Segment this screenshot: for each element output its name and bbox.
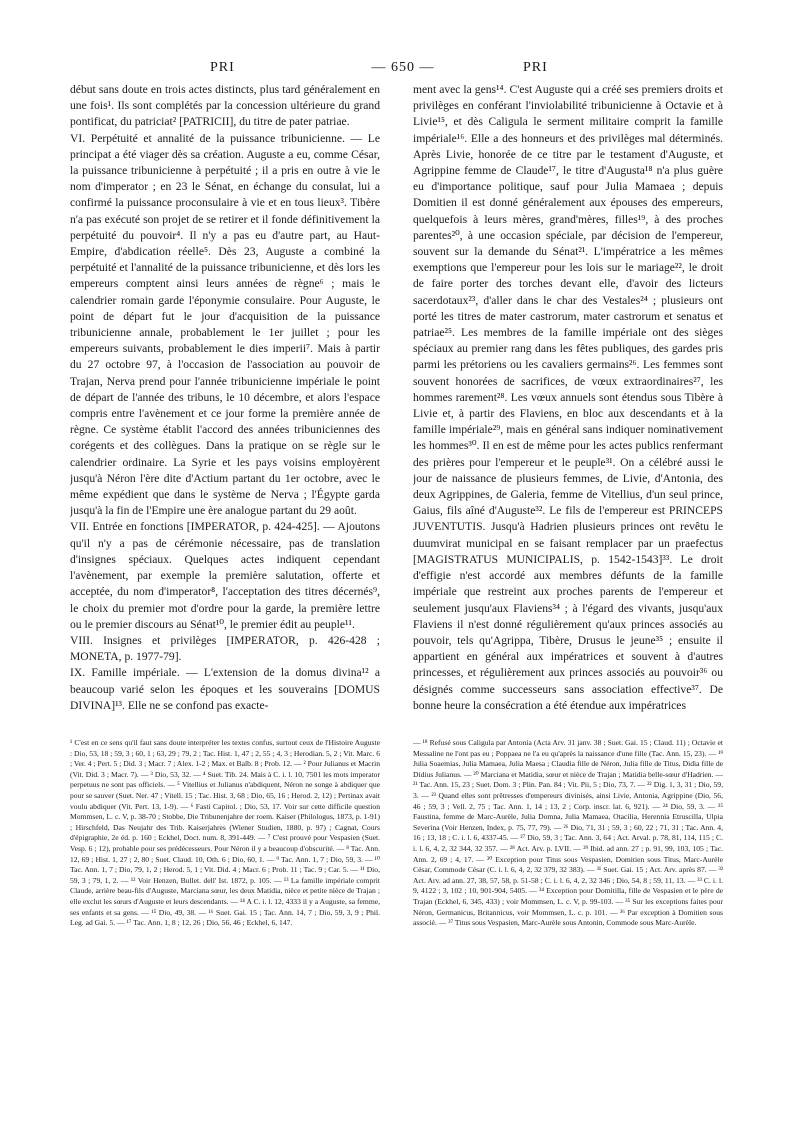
- footnotes-right-text: — ¹⁸ Refusé sous Caligula par Antonia (Acta Arv. 31 janv. 38 ; Suet. Gai. 15 ; Claud. 11) ; Octavie et Messaline ne l'ont pas eu ; Poppaea ne l'a eu qu'après la naissance d'une fille (Tac. Ann. 15, 23). — ¹⁹ Julia Soaemias, Julia Mamaea, Julia Maesa ; Claudia fille de Néron, Julia fille de Titus, Didia fille de Didius Julianus. — ²⁰ Marciana et Matidia, sœur et nièce de Trajan ; Matidia belle-sœur d'Hadrien. — ²¹ Tac. Ann. 15, 23 ; Suet. Dom. 3 ; Plin. Pan. 84 ; Vit. Pii, 5 ; Dio, 73, 7. — ²² Dig. 1, 3, 31 ; Dio, 59, 3. — ²³ Quand elles sont prêtresses d'empereurs divinisés, ainsi Livie, Antonia, Agrippine (Dio, 56, 46 ; 59, 3 ; Vell. 2, 75 ; Tac. Ann. 1, 14 ; 13, 2 ; Corp. inscr. lat. 6, 921). — ²⁴ Dio, 59, 3. — ²⁵ Faustina, femme de Marc-Aurèle, Julia Domna, Julia Mamaea, Otacilia, Herennia Etruscilla, Ulpia Severina (Voir Henzen, Index, p. 75, 77, 79). — ²⁶ Dio, 71, 31 ; 59, 3 ; 60, 22 ; 71, 31 ; Tac. Ann. 4, 16 ; 13, 18 ; C. i. l. 6, 4337-45. — ²⁷ Dio, 59, 3 ; Tac. Ann. 3, 64 ; Act. Arval. p. 78, 81, 114, 115 ; C. i. l. 6, 4, 2, 32 344, 32 357. — ²⁸ Act. Arv. p. LVII. — ²⁹ Ibid. ad ann. 27 ; p. 91, 99, 103, 105 ; Tac. Ann. 2, 69 ; 4, 17. — ³⁰ Exception pour Titus sous Vespasien, Domitien sous Titus, Marc-Aurèle César, Commode César (C. i. l. 6, 4, 2, 32 379, 32 383). — ³¹ Suet. Gai. 15 ; Act. Arv. après 87. — ³² Act. Arv. ad ann. 27, 38, 57, 58, p. 51-58 ; C. i. l. 6, 4, 2, 32 346 ; Dio, 54, 8 ; 59, 11, 13. — ³³ C. i. l. 9, 4122 ; 3, 102 ; 10, 901-904, 5405. — ³⁴ Exception pour Domitilla, fille de Vespasien et le père de Trajan (Eckhel, 6, 345, 433) ; voir Mommsen, L. c. V, p. 99-103. — ³⁵ Sur les exceptions faites pour Néron, Germanicus, Britannicus, voir Mommsen, L. c. p. 101. — ³⁶ Par exception à Domitien sous associé. — ³⁷ Titus sous Vespasien, Marc-Aurèle sous Antonin, Commode sous Marc-Aurèle.: [413, 738, 723, 928]
- right-text-column: [413, 82, 723, 730]
- footnotes-right: [413, 738, 723, 1108]
- paragraph-continued: ment avec la gens¹⁴. C'est Auguste qui a créé ses premiers droits et privilèges en conférant l'inviolabilité tribunicienne à Octavie et à Livie¹⁵, et dès Caligula le serment militaire comprit la famille impériale¹⁶. Elle a des honneurs et des privilèges mal déterminés. Après Livie, honorée de ce titre par le testament d'Auguste, et Agrippine femme de Claude¹⁷, le titre d'Augusta¹⁸ n'a plus guère eu d'importance politique, sauf pour Julia Mamaea ; depuis Domitien il est donné généralement aux épouses des empereurs, quelquefois à leurs mères, grand'mères, filles¹⁹, à des proches parentes²⁰, à une occasion spéciale, par décision de l'empereur, souvent sur la demande du Sénat²¹. L'impératrice a les mêmes exemptions que l'empereur pour les lois sur le mariage²², le droit de faire porter des torches devant elle, d'avoir des licteurs sacerdotaux²³, d'aller dans le char des Vestales²⁴ ; plusieurs ont porté les titres de mater castrorum, mater castrorum et senatus et patriae²⁵. Les membres de la famille impériale ont des sièges spéciaux au premier rang dans les fêtes publiques, des gardes pris parmi les prétoriens ou les cavaliers germains²⁶. Les femmes sont souvent honorées de sacrifices, de vœux extraordinaires²⁷, les hommes rarement²⁸. Les vœux annuels sont étendus sous Tibère à Livie et, à partir des Flaviens, en bloc aux descendants et à la famille impériale²⁹, mais en général sans indiquer nominativement les hommes³⁰. Il en est de même pour les actes publics renfermant des prières pour l'empereur et le peuple³¹. On a célébré aussi le jour de naissance de plusieurs femmes, de Livie, d'Antonia, des deux Agrippines, de Galeria, femme de Vitellius, d'un seul prince, Gaius, fils aîné d'Auguste³². Le fils de l'empereur est PRINCEPS JUVENTUTIS. Jusqu'à Hadrien plusieurs princes ont revêtu le duumvirat municipal en se faisant remplacer par un praefectus [MAGISTRATUS MUNICIPALIS, p. 1542-1543]³³. Le droit d'effigie n'est accordé aux membres défunts de la famille impériale que restreint aux proches parents de l'empereur et seulement jusqu'aux Flaviens³⁴ ; à l'égard des vivants, jusqu'aux Flaviens il n'est donné régulièrement qu'aux princes associés au pouvoir, tels qu'Agrippa, Tibère, Drusus le jeune³⁵ ; ensuite il appartient en général aux impératrices et souvent à d'autres princesses, et régulièrement aux princes associés au pouvoir³⁶ ou désignés comme successeurs sans association effective³⁷. De bonne heure la consécration a été étendue aux impératrices: [413, 83, 723, 712]
- running-head-right: PRI: [523, 60, 548, 75]
- footnotes-left: [70, 738, 380, 1108]
- left-text-column: [70, 82, 380, 730]
- paragraph-famille-imperiale: IX. Famille impériale. — L'extension de la domus divina¹² a beaucoup varié selon les époques et les souverains [DOMUS DIVINA]¹³. Elle ne se confond pas exacte-: [70, 666, 380, 712]
- running-head-left: PRI: [210, 60, 235, 75]
- paragraph-insignes: VIII. Insignes et privilèges [IMPERATOR, p. 426-428 ; MONETA, p. 1977-79].: [70, 633, 380, 664]
- footnotes-left-text: ¹ C'est en ce sens qu'il faut sans doute interpréter les textes confus, surtout ceux de l'Histoire Auguste : Dio, 53, 18 ; 59, 3 ; 60, 1 ; 63, 29 ; 79, 2 ; Tac. Hist. 1, 47 ; 2, 55 ; 4, 3 ; Herodian. 5, 2 ; Vit. Marc. 6 ; Ver. 4 ; Pert. 5 ; Did. 3 ; Macr. 7 ; Alex. 1-2 ; Max. et Balb. 8 ; Prob. 12. — ² Pour Julianus et Macrin (Vit. Did. 3 ; Macr. 7). — ³ Dio, 53, 32. — ⁴ Suet. Tib. 24. Mais à C. i. l. 10, 7501 les mots imperator perpetuus ne sont pas officiels. — ⁵ Vitellius et Julianus n'abdiquent, Néron ne songe à abdiquer que pour se sauver (Suet. Ner. 47 ; Vitell. 15 ; Tac. Hist. 3, 68 ; Dio, 65, 16 ; Herod. 2, 12) ; Pertinax avait voulu abdiquer (Vit. Pert. 13, 1-9). — ⁶ Fasti Capitol. ; Dio, 53, 17. Voir sur cette difficile question Mommsen, L. c. V, p. 38-70 ; Stobbe, Die Tribunenjahre der roem. Kaiser (Philologus, 1873, p. 1-91) ; Hirschfeld, Das Neujahr des Trib. Kaiserjahres (Wiener Studien, 1880, p. 97) ; Cagnat, Cours d'épigraphie, 2e éd. p. 160 ; Eckhel, Doct. num. 8, 391-449. — ⁷ C'est prouvé pour Vespasien (Suet. Vesp. 6 ; 12), probable pour ses prédécesseurs. Pour Néron il y a beaucoup d'obscurité. — ⁸ Tac. Ann. 12, 69 ; Hist. 1, 27 ; 2, 80 ; Suet. Claud. 10, Oth. 6 ; Dio, 60, 1. — ⁹ Tac. Ann. 1, 7 ; Dio, 59, 3. — ¹⁰ Tac. Ann. 1, 7 ; Dio, 79, 1, 2 ; Herod. 5, 1 ; Vit. Did. 4 ; Macr. 6 ; Prob. 11 ; Tac. 9 ; Car. 5. — ¹¹ Dio, 59, 3 ; 79, 1, 2. — ¹² Voir Henzen, Bullet. dell' Ist. 1872, p. 105. — ¹³ La famille impériale comprit Claude, arrière beau-fils d'Auguste, Marciana sœur, les deux Matidia, nièce et petite nièce de Trajan ; elle exclut les sœurs d'Auguste et leurs descendants. — ¹⁴ A C. i. l. 12, 4333 il y a Auguste, sa femme, ses enfants et sa gens. — ¹⁵ Dio, 49, 38. — ¹⁶ Suet. Gai. 15 ; Tac. Ann. 14, 7 ; Dio, 59, 3, 9 ; Phil. Leg. ad Gai. 5. — ¹⁷ Tac. Ann. 1, 8 ; 12, 26 ; Dio, 56, 46 ; Eckhel, 6, 147.: [70, 738, 380, 928]
- page-number: — 650 —: [371, 60, 435, 75]
- paragraph-perpetuite: VI. Perpétuité et annalité de la puissance tribunicienne. — Le principat a été viager dès sa création. Auguste a eu, comme César, la puissance tribunicienne à perpétuité ; il a pris en outre à vie le nom d'imperator ; en 23 le Sénat, en échange du consulat, lui a confirmé la puissance proconsulaire à vie et en tous lieux³. Tibère n'a pas exécuté son projet de se retirer et il fonde définitivement la perpétuité du pouvoir⁴. Il n'y a pas eu d'autre part, au Haut-Empire, d'abdication réelle⁵. Dès 23, Auguste a combiné la perpétuité et l'annalité de la puissance tribunicienne, et dès lors les empereurs comptent ainsi leurs années de règne⁶ ; mais le calendrier romain garde l'éponymie consulaire. Pour Auguste, le point de départ fut le jour d'acquisition de la puissance tribunicienne annale, probablement le 1er juillet ; pour les empereurs suivants, probablement le dies imperii⁷. Mais à partir du 27 octobre 97, à l'occasion de l'association au pouvoir de Trajan, Nerva prend pour l'année tribunicienne impériale le point de départ de l'année des tribuns, le 10 décembre, et alors l'espace compris entre l'avènement et ce jour forme la première année de règne. Ce système établit l'accord des années tribuniciennes des corégents et des collègues. Dans la pratique on se règle sur le calendrier ordinaire. La Syrie et les pays voisins employèrent jusqu'à Néron l'ère dite d'Actium partant du 1er octobre, avec le même expédient que dans le système de Nerva ; l'Égypte garda jusqu'à la fin de l'Empire une ère analogue partant du 29 août.: [70, 131, 380, 518]
- paragraph-entree-en-fonctions: VII. Entrée en fonctions [IMPERATOR, p. 424-425]. — Ajoutons qu'il n'y a pas de cérémonie nécessaire, pas de translation d'insignes spéciaux. Quelques actes indiquent cependant l'avènement, par exemple la première salutation, offerte et acceptée, du nom d'imperator⁸, l'acceptation des titres décernés⁹, le choix du premier mot d'ordre pour la garde, la première lettre ou le premier discours au Sénat¹⁰, le premier édit au peuple¹¹.: [70, 520, 380, 631]
- paragraph-intro: début sans doute en trois actes distincts, plus tard généralement en une fois¹. Ils sont complétés par la concession ultérieure du grand pontificat, du patriciat² [PATRICII], du titre de pater patriae.: [70, 83, 380, 129]
